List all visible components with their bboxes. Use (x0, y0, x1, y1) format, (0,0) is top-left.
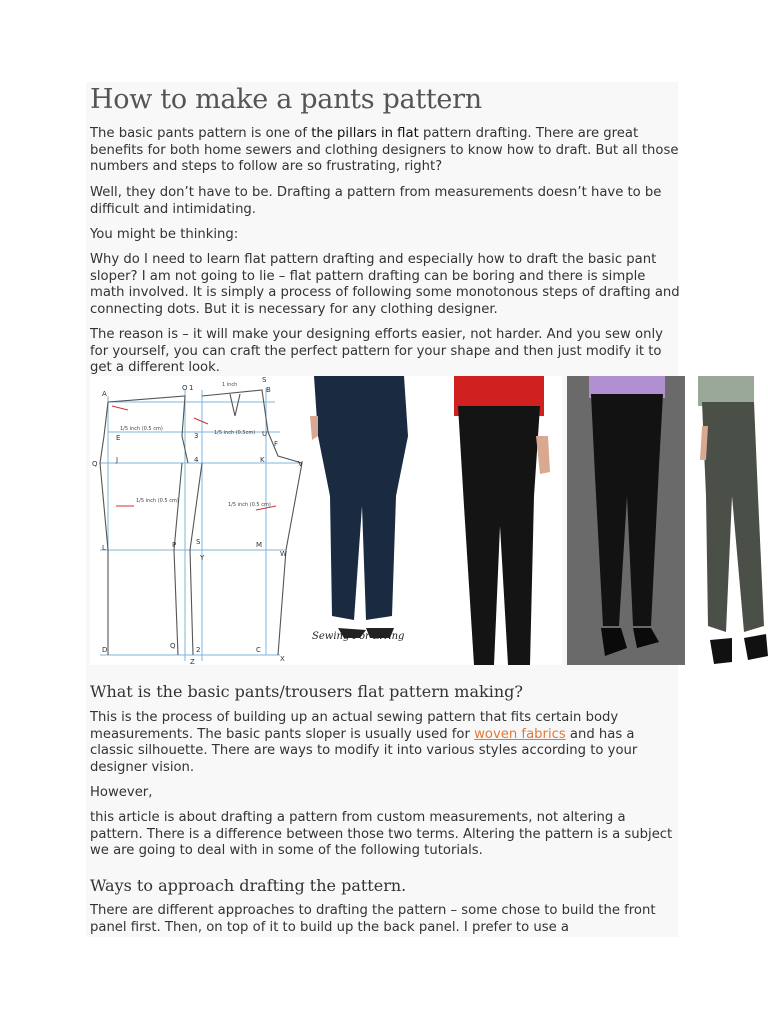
svg-text:1/5 inch (0.5 cm): 1/5 inch (0.5 cm) (120, 426, 163, 432)
svg-text:1/5 inch (0.5 cm): 1/5 inch (0.5 cm) (228, 502, 271, 508)
svg-text:1/5 inch (0.5cm): 1/5 inch (0.5cm) (214, 430, 256, 436)
svg-text:W: W (280, 550, 287, 558)
svg-text:4: 4 (194, 456, 199, 464)
svg-text:L: L (102, 544, 106, 552)
svg-text:P: P (172, 541, 177, 549)
svg-text:1 inch: 1 inch (222, 382, 238, 388)
section1-paragraph-3: this article is about drafting a pattern from custom measurements, not altering a pattern. There is a difference between those two terms. Altering the pattern is a subject we are going to deal with in some of the following tutorials. (90, 810, 673, 859)
svg-text:Y: Y (200, 554, 205, 562)
grey-sweatpants-photo (688, 376, 768, 665)
paragraph-3: You might be thinking: (90, 227, 239, 242)
svg-text:Q: Q (170, 642, 176, 650)
article-title: How to make a pants pattern (90, 84, 482, 115)
svg-text:F: F (274, 440, 279, 448)
svg-text:Q: Q (92, 460, 98, 468)
svg-text:3: 3 (194, 432, 199, 440)
svg-text:D: D (102, 646, 108, 654)
section2-paragraph-1: There are different approaches to drafting the pattern – some chose to build the front panel first. Then, on top of it to build up the back panel. I prefer to use a (90, 903, 656, 935)
leggings-photo (567, 376, 685, 665)
svg-text:E: E (116, 434, 121, 442)
section-heading-basic-pants: What is the basic pants/trousers flat pattern making? (90, 682, 523, 701)
paragraph-4: Why do I need to learn flat pattern drafting and especially how to draft the basic pant sloper? I am not going to lie – flat pattern drafting can be boring and there is simple math involved. It is simply a process of following some monotonous steps of drafting and connecting dots. But it is necessary for any clothing designer. (90, 252, 680, 317)
svg-text:Z: Z (190, 658, 195, 665)
svg-text:U: U (262, 430, 268, 438)
pants-pattern-diagram (90, 376, 304, 665)
svg-text:K: K (260, 456, 265, 464)
paragraph-5: The reason is – it will make your designing efforts easier, not harder. And you sew only for yourself, you can craft the perfect pattern for your shape and then just modify it to get a different look. (90, 327, 663, 376)
svg-text:M: M (256, 541, 263, 549)
svg-text:X: X (280, 655, 285, 663)
svg-text:O: O (182, 384, 188, 392)
svg-text:C: C (256, 646, 261, 654)
section1-paragraph-2: However, (90, 785, 153, 800)
svg-text:2: 2 (196, 646, 201, 654)
section-heading-ways-to-approach: Ways to approach drafting the pattern. (90, 876, 407, 895)
svg-text:V: V (298, 460, 303, 468)
intro-paragraph: The basic pants pattern is one of the pillars in flat pattern drafting. There are great benefits for both home sewers and clothing designers to know how to draft. But all those numbers and steps to follow are so frustrating, right? (90, 126, 679, 175)
svg-text:B: B (266, 386, 271, 394)
svg-text:J: J (116, 456, 119, 464)
svg-text:1: 1 (189, 384, 194, 392)
paragraph-2: Well, they don’t have to be. Drafting a pattern from measurements doesn’t have to be difficult and intimidating. (90, 185, 662, 217)
black-trousers-photo (304, 376, 562, 665)
svg-text:Sewing For Living: Sewing For Living (312, 631, 405, 642)
woven-fabrics-link[interactable]: woven fabrics (474, 726, 566, 742)
svg-text:S: S (196, 538, 201, 546)
svg-text:S: S (262, 376, 267, 384)
svg-text:1/5 inch (0.5 cm): 1/5 inch (0.5 cm) (136, 498, 179, 504)
section1-paragraph-1: This is the process of building up an actual sewing pattern that fits certain body measurements. The basic pants sloper is usually used for woven fabrics and has a classic silhouette. There are ways to modify it into various styles according to your designer vision. (90, 710, 638, 775)
svg-text:A: A (102, 390, 107, 398)
